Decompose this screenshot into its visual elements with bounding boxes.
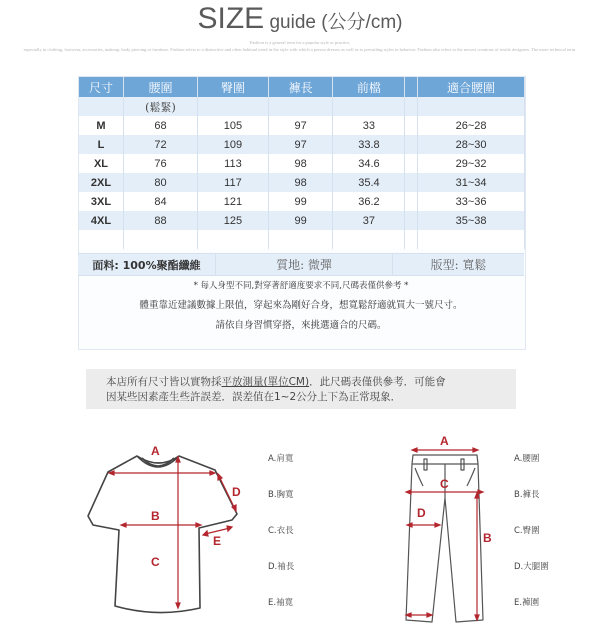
cell-size: L bbox=[79, 135, 123, 154]
note-line-3: 請依自身習慣穿搭，來挑選適合的尺碼。 bbox=[215, 320, 387, 331]
empty-cell bbox=[79, 230, 123, 249]
cell-size: 2XL bbox=[79, 173, 123, 192]
marker-b: B bbox=[483, 531, 492, 545]
title-size: SIZE bbox=[197, 2, 265, 35]
table-row bbox=[79, 211, 525, 230]
header-hip: 臀圍 bbox=[198, 77, 269, 97]
fabric-row bbox=[78, 253, 524, 276]
empty-cell bbox=[405, 230, 418, 249]
cell-length: 98 bbox=[268, 154, 333, 173]
disclaimer-part2: ．此尺碼表僅供參考．可能會 bbox=[309, 376, 446, 388]
marker-c: C bbox=[151, 555, 160, 569]
marker-d: D bbox=[417, 506, 426, 520]
cell-rise: 36.2 bbox=[333, 192, 405, 211]
cell-hip: 121 bbox=[198, 192, 269, 211]
cell-size: XL bbox=[79, 154, 123, 173]
legend-pants-d: D.大腿圍 bbox=[514, 562, 549, 572]
disclaimer-underlined: 平放測量(單位CM) bbox=[221, 376, 310, 388]
cell-rise: 34.6 bbox=[333, 154, 405, 173]
legend-pants-e: E.褲圍 bbox=[514, 598, 540, 608]
cell-hip: 125 bbox=[198, 211, 269, 230]
cell-waist: 84 bbox=[123, 192, 197, 211]
empty-cell bbox=[268, 230, 333, 249]
sub-cell bbox=[418, 97, 525, 116]
cell-fit-waist: 33~36 bbox=[418, 192, 525, 211]
legend-shirt-b: B.胸寬 bbox=[268, 490, 294, 500]
disclaimer-line2: 因某些因素產生些許誤差．誤差值在1~2公分上下為正常現象． bbox=[106, 391, 402, 403]
sub-cell bbox=[333, 97, 405, 116]
cell-rise: 33 bbox=[333, 116, 405, 135]
cell-waist: 68 bbox=[123, 116, 197, 135]
legend-pants-c: C.臀圍 bbox=[514, 526, 540, 536]
sub-cell bbox=[405, 97, 418, 116]
legend-pants-b: B.褲長 bbox=[514, 490, 540, 500]
cell-fit-waist: 29~32 bbox=[418, 154, 525, 173]
fineprint-line2: especially in clothing, footwear, accessories, makeup, body piercing or furniture. Fashion refers to a distinctive and often habitual trend in the style with which a person dresses as well as to prevailing styles in behavior. Fashion also refers to the newest creations of textile designers. The more technical term. bbox=[23, 47, 577, 52]
cell-length: 99 bbox=[268, 192, 333, 211]
shirt-diagram bbox=[85, 440, 255, 615]
fineprint-line1: Fashion is a general term for a popular style or practice, bbox=[249, 40, 351, 45]
cell-hip: 113 bbox=[198, 154, 269, 173]
disclaimer-part1: 本店所有尺寸皆以實物採 bbox=[106, 376, 222, 388]
cell-rise: 37 bbox=[333, 211, 405, 230]
sub-cell bbox=[79, 97, 123, 116]
cell-size: 4XL bbox=[79, 211, 123, 230]
marker-b: B bbox=[151, 509, 160, 523]
empty-cell bbox=[333, 230, 405, 249]
legend-shirt-e: E.袖寬 bbox=[268, 598, 294, 608]
cell-spacer bbox=[405, 116, 418, 135]
empty-cell bbox=[123, 230, 197, 249]
marker-d: D bbox=[232, 485, 241, 499]
table-empty-row bbox=[79, 230, 525, 249]
cell-length: 97 bbox=[268, 135, 333, 154]
sizing-notes bbox=[78, 276, 524, 336]
cell-fit-waist: 35~38 bbox=[418, 211, 525, 230]
note-line-1: * 每人身型不同,對穿著舒適度要求不同,尺碼表僅供參考 * bbox=[193, 281, 409, 291]
table-row bbox=[79, 173, 525, 192]
cell-hip: 117 bbox=[198, 173, 269, 192]
cell-fit-waist: 31~34 bbox=[418, 173, 525, 192]
note-line-2: 體重靠近建議數據上限值，穿起來為剛好合身，想寬鬆舒適就買大一號尺寸。 bbox=[139, 300, 463, 311]
legend-shirt-d: D.袖長 bbox=[268, 562, 295, 572]
header-spacer bbox=[405, 77, 418, 97]
cell-waist: 80 bbox=[123, 173, 197, 192]
marker-c: C bbox=[440, 477, 449, 491]
subheader-elastic: (鬆緊) bbox=[123, 97, 197, 116]
table-header-row bbox=[79, 77, 525, 97]
table-row bbox=[79, 116, 525, 135]
empty-cell bbox=[418, 230, 525, 249]
fabric-material: 面料: 100%聚酯纖維 bbox=[78, 254, 216, 275]
marker-e: E bbox=[213, 534, 222, 548]
cell-size: 3XL bbox=[79, 192, 123, 211]
cell-hip: 109 bbox=[198, 135, 269, 154]
empty-cell bbox=[198, 230, 269, 249]
page-title bbox=[0, 2, 600, 36]
cell-spacer bbox=[405, 192, 418, 211]
cell-fit-waist: 28~30 bbox=[418, 135, 525, 154]
legend-shirt-a: A.肩寬 bbox=[268, 454, 294, 464]
legend-shirt-c: C.衣長 bbox=[268, 526, 294, 536]
cell-spacer bbox=[405, 211, 418, 230]
cell-rise: 35.4 bbox=[333, 173, 405, 192]
table-row bbox=[79, 154, 525, 173]
sub-cell bbox=[198, 97, 269, 116]
cell-hip: 105 bbox=[198, 116, 269, 135]
cell-length: 98 bbox=[268, 173, 333, 192]
marker-a: A bbox=[151, 444, 160, 458]
size-table bbox=[79, 77, 525, 249]
cell-spacer bbox=[405, 173, 418, 192]
header-rise: 前檔 bbox=[333, 77, 405, 97]
sub-cell bbox=[268, 97, 333, 116]
pants-diagram bbox=[395, 428, 495, 628]
marker-a: A bbox=[440, 434, 449, 448]
cell-spacer bbox=[405, 135, 418, 154]
cell-spacer bbox=[405, 154, 418, 173]
fabric-texture: 質地: 微彈 bbox=[216, 254, 393, 275]
header-fit-waist: 適合腰圍 bbox=[418, 77, 525, 97]
header-waist: 腰圍 bbox=[123, 77, 197, 97]
cell-waist: 76 bbox=[123, 154, 197, 173]
measurement-disclaimer bbox=[86, 369, 516, 409]
cell-waist: 72 bbox=[123, 135, 197, 154]
table-row bbox=[79, 192, 525, 211]
header-size: 尺寸 bbox=[79, 77, 123, 97]
cell-rise: 33.8 bbox=[333, 135, 405, 154]
fabric-fit: 版型: 寬鬆 bbox=[430, 258, 487, 272]
legend-pants-a: A.腰圍 bbox=[514, 454, 540, 464]
title-guide: guide (公分/cm) bbox=[264, 12, 403, 33]
header-length: 褲長 bbox=[268, 77, 333, 97]
cell-length: 97 bbox=[268, 116, 333, 135]
table-row bbox=[79, 135, 525, 154]
cell-size: M bbox=[79, 116, 123, 135]
table-subheader-row bbox=[79, 97, 525, 116]
cell-waist: 88 bbox=[123, 211, 197, 230]
cell-fit-waist: 26~28 bbox=[418, 116, 525, 135]
cell-length: 99 bbox=[268, 211, 333, 230]
